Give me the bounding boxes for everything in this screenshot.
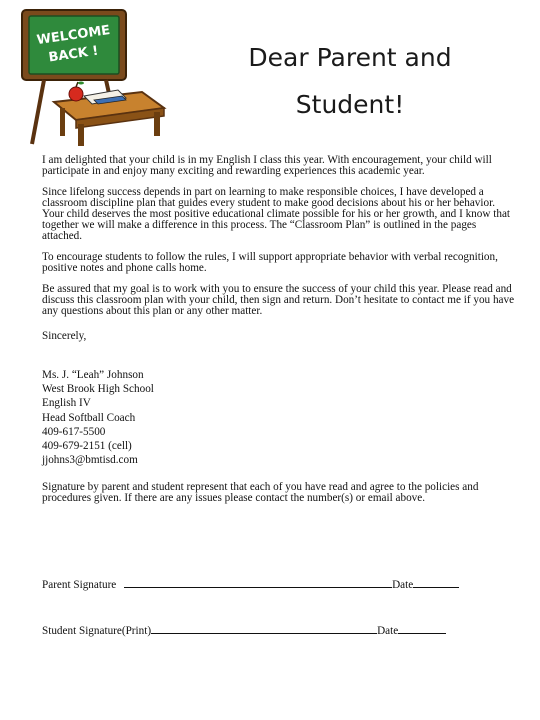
office-phone: 409-617-5500 (42, 425, 106, 438)
student-signature-line (42, 624, 446, 637)
course-name: English IV (42, 397, 91, 410)
heading-line-2: Student! (295, 90, 405, 119)
school-name: West Brook High School (42, 383, 154, 396)
goal-paragraph: Be assured that my goal is to work with you to ensure the success of your child this year. Please read and discuss this classroom plan with your child, then sign and return. Don’t hesitate to contact me if you have any questions about this plan or any other matter. (42, 283, 515, 317)
parent-signature-field[interactable] (124, 578, 392, 588)
teacher-contact-block (42, 368, 518, 467)
cell-phone: 409-679-2151 (cell) (42, 440, 132, 453)
signature-notice-paragraph: Signature by parent and student represent that each of you have read and agree to the policies and procedures given. If there are any issues please contact the number(s) or email above. (42, 481, 479, 505)
intro-paragraph: I am delighted that your child is in my English I class this year. With encouragement, your child will participate in and enjoy many exciting and rewarding experiences this academic year. (42, 154, 492, 177)
letter-heading (200, 34, 500, 128)
letter-body (42, 155, 518, 514)
student-date-label: Date (377, 625, 399, 637)
student-signature-field[interactable] (151, 624, 377, 634)
closing-text: Sincerely, (42, 330, 87, 342)
parent-signature-label: Parent Signature (42, 579, 117, 591)
parent-date-field[interactable] (413, 578, 459, 588)
svg-text:BACK !: BACK ! (47, 43, 100, 66)
coach-role: Head Softball Coach (42, 411, 136, 424)
parent-signature-line (42, 578, 459, 591)
welcome-back-desk-clipart (14, 4, 176, 150)
discipline-plan-paragraph: Since lifelong success depends in part on learning to make responsible choices, I have developed a classroom discipline plan that guides every student to make good decisions about his or her behavior. Your child deserves the most positive educational climate possible for his or her growth, and I know that together we will make a difference in this process. The “Classroom Plan” is outlined in the pages attached. (42, 186, 511, 242)
email-address: jjohns3@bmtisd.com (42, 454, 138, 467)
teacher-name: Ms. J. “Leah” Johnson (42, 369, 144, 381)
heading-line-1: Dear Parent and (248, 43, 452, 72)
svg-text:WELCOME: WELCOME (35, 22, 112, 49)
student-signature-label: Student Signature(Print) (42, 625, 152, 637)
parent-date-label: Date (392, 579, 414, 591)
encouragement-paragraph: To encourage students to follow the rules, I will support appropriate behavior with verbal recognition, positive notes and phone calls home. (42, 251, 498, 274)
student-date-field[interactable] (398, 624, 446, 634)
